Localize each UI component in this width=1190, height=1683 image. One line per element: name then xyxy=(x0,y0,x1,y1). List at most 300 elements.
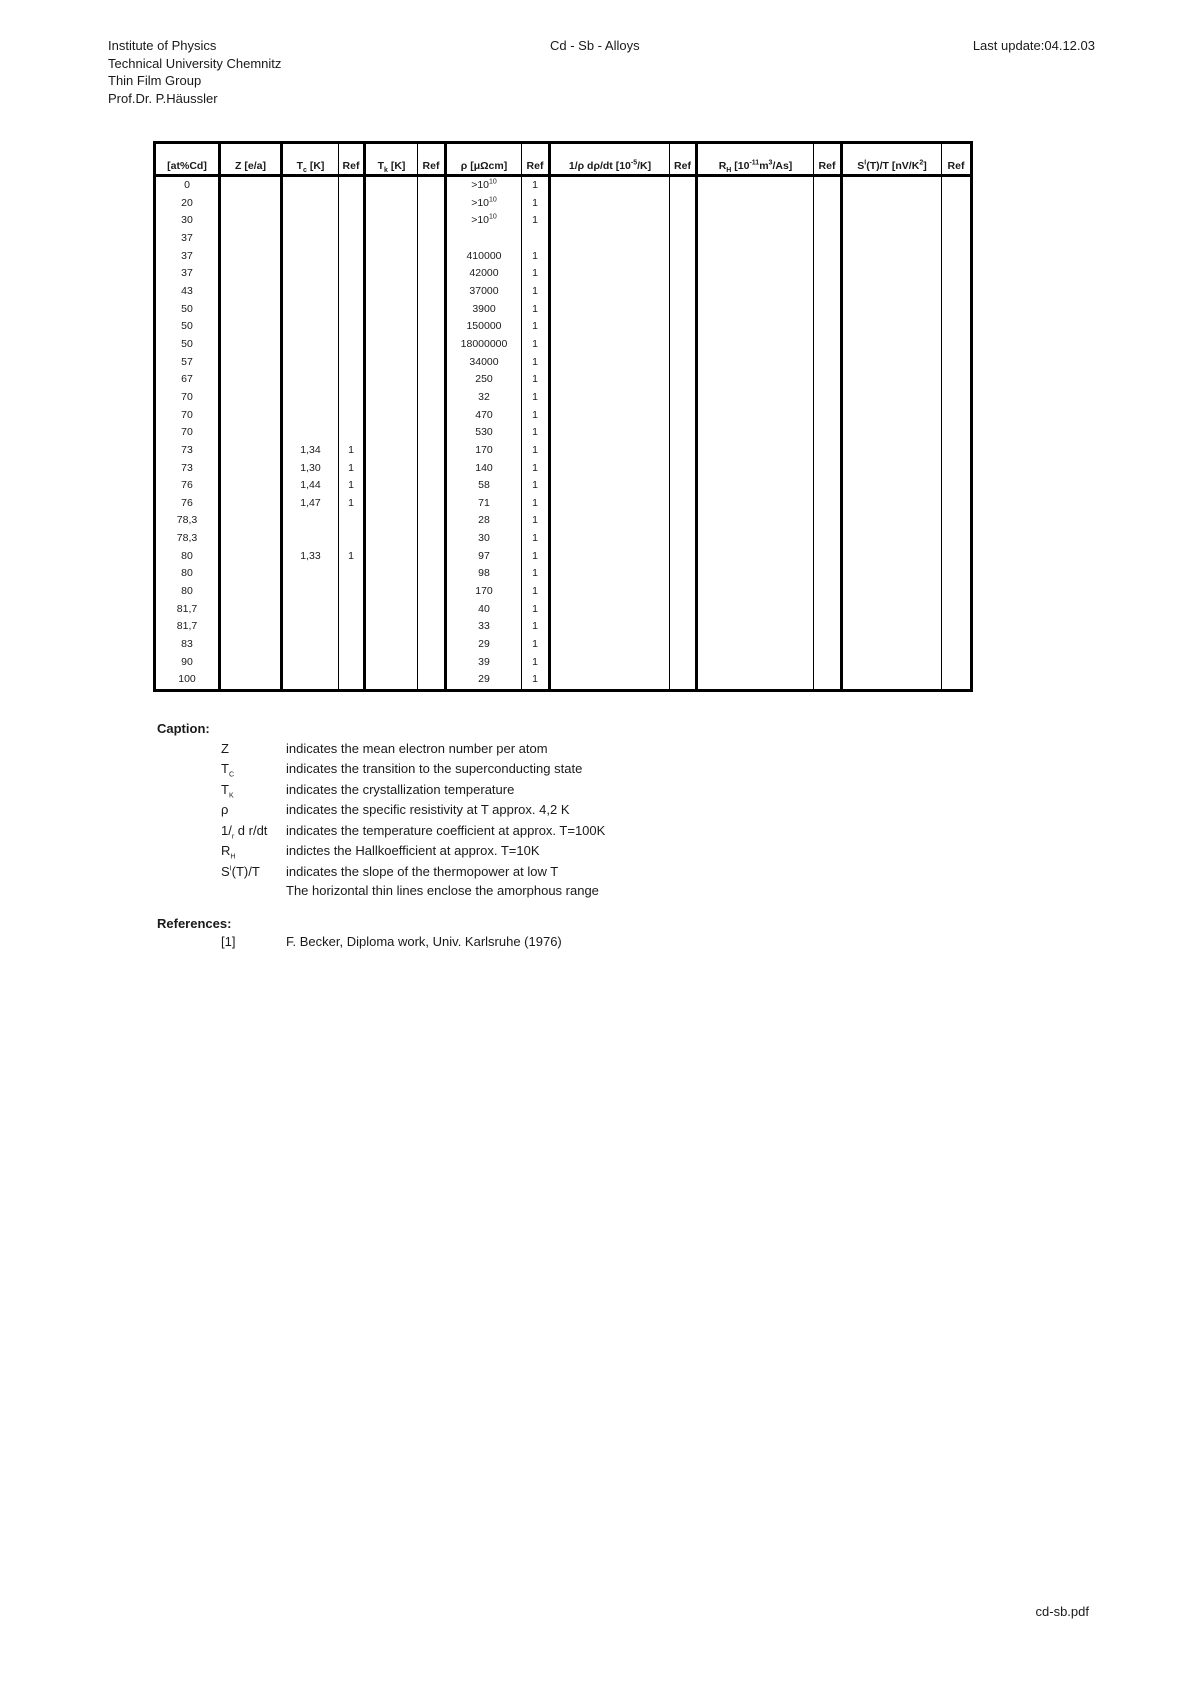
cell-empty xyxy=(842,424,942,442)
cell-empty xyxy=(814,460,842,478)
cell-empty xyxy=(842,336,942,354)
cell-empty xyxy=(670,336,697,354)
rho-value: 34000 xyxy=(469,355,499,368)
cell-empty xyxy=(365,283,418,301)
caption-description: indicates the slope of the thermopower at low T xyxy=(286,863,559,879)
cell-empty xyxy=(942,548,972,566)
rho-value: 98 xyxy=(478,567,490,580)
cell-empty xyxy=(670,424,697,442)
cell-empty xyxy=(418,176,446,195)
caption-description: indicates the mean electron number per atom xyxy=(286,740,548,756)
cell-empty xyxy=(842,565,942,583)
cell-empty xyxy=(365,407,418,425)
cell-empty xyxy=(365,389,418,407)
cell-empty xyxy=(670,583,697,601)
cell-empty xyxy=(697,636,814,654)
cell-rho xyxy=(446,265,522,283)
cell-empty xyxy=(550,654,670,672)
cell-tc xyxy=(282,512,339,530)
cell-empty xyxy=(670,477,697,495)
cell-empty xyxy=(365,530,418,548)
cell-empty xyxy=(842,460,942,478)
cell-empty xyxy=(550,424,670,442)
cell-tc xyxy=(282,195,339,213)
cell-empty xyxy=(814,230,842,248)
cell-rho-ref: 1 xyxy=(522,442,550,460)
cell-empty xyxy=(697,512,814,530)
cell-empty xyxy=(842,195,942,213)
cell-empty xyxy=(550,636,670,654)
caption-symbol-part: K xyxy=(228,792,234,800)
cell-empty xyxy=(418,371,446,389)
cell-empty xyxy=(418,265,446,283)
cell-empty xyxy=(814,195,842,213)
cell-empty xyxy=(418,248,446,266)
cell-empty xyxy=(697,176,814,195)
cell-empty xyxy=(550,176,670,195)
cell-empty xyxy=(697,283,814,301)
rho-exponent: 10 xyxy=(489,196,497,204)
cell-empty xyxy=(365,565,418,583)
cell-rho-ref: 1 xyxy=(522,671,550,690)
cell-empty xyxy=(842,248,942,266)
cell-tc xyxy=(282,671,339,690)
cell-tc xyxy=(282,212,339,230)
cell-composition: 50 xyxy=(155,318,220,336)
cell-empty xyxy=(842,601,942,619)
cell-empty xyxy=(814,583,842,601)
cell-empty xyxy=(697,671,814,690)
caption-symbol-part: S xyxy=(221,863,230,879)
cell-empty xyxy=(814,548,842,566)
col-rho: ρ [μΩcm] xyxy=(446,143,522,176)
cell-empty xyxy=(365,301,418,319)
cell-rho xyxy=(446,230,522,248)
cell-tc-ref: 1 xyxy=(339,548,365,566)
cell-empty xyxy=(550,548,670,566)
cell-tc xyxy=(282,354,339,372)
rho-value: 470 xyxy=(475,408,493,421)
cell-tc xyxy=(282,636,339,654)
cell-tc-ref xyxy=(339,583,365,601)
cell-empty xyxy=(942,636,972,654)
caption-description: indictes the Hallkoefficient at approx. T=10K xyxy=(286,843,540,859)
cell-empty xyxy=(942,424,972,442)
cell-empty xyxy=(842,389,942,407)
cell-empty xyxy=(365,248,418,266)
caption-list xyxy=(157,738,605,882)
cell-empty xyxy=(550,618,670,636)
cell-rho-ref: 1 xyxy=(522,389,550,407)
cell-tc-ref xyxy=(339,512,365,530)
cell-empty xyxy=(697,565,814,583)
caption-symbol-part: 1/ xyxy=(221,822,232,838)
cell-empty xyxy=(550,671,670,690)
cell-empty xyxy=(365,354,418,372)
rho-value: 71 xyxy=(478,496,490,509)
cell-rho xyxy=(446,318,522,336)
cell-rho-ref: 1 xyxy=(522,460,550,478)
col-tc: $T_c$ [K] xyxy=(282,143,339,176)
cell-empty xyxy=(942,477,972,495)
cell-empty xyxy=(842,265,942,283)
cell-empty xyxy=(942,512,972,530)
caption-symbol-part: Z xyxy=(221,740,229,756)
cell-empty xyxy=(220,283,282,301)
cell-tc: 1,44 xyxy=(282,477,339,495)
cell-empty xyxy=(220,601,282,619)
cell-empty xyxy=(550,371,670,389)
cell-empty xyxy=(697,407,814,425)
rho-value: 140 xyxy=(475,461,493,474)
cell-empty xyxy=(942,301,972,319)
cell-empty xyxy=(697,318,814,336)
cell-empty xyxy=(220,230,282,248)
cell-empty xyxy=(220,265,282,283)
cell-empty xyxy=(670,318,697,336)
cell-empty xyxy=(418,477,446,495)
caption-item xyxy=(157,820,605,841)
cell-tc-ref xyxy=(339,618,365,636)
cell-empty xyxy=(670,354,697,372)
cell-rho-ref: 1 xyxy=(522,301,550,319)
cell-composition: 70 xyxy=(155,407,220,425)
table-row xyxy=(155,565,972,583)
cell-empty xyxy=(550,407,670,425)
cell-empty xyxy=(550,512,670,530)
cell-empty xyxy=(942,230,972,248)
cell-empty xyxy=(697,248,814,266)
cell-empty xyxy=(697,442,814,460)
cell-tc-ref xyxy=(339,176,365,195)
references-title: References: xyxy=(157,916,232,931)
cell-empty xyxy=(365,424,418,442)
cell-tc-ref xyxy=(339,265,365,283)
cell-empty xyxy=(220,389,282,407)
cell-composition: 70 xyxy=(155,389,220,407)
cell-empty xyxy=(942,495,972,513)
cell-tc xyxy=(282,336,339,354)
cell-empty xyxy=(418,212,446,230)
cell-composition: 50 xyxy=(155,301,220,319)
cell-empty xyxy=(550,230,670,248)
table-row xyxy=(155,318,972,336)
caption-symbol-part: H xyxy=(230,853,236,861)
cell-tc-ref xyxy=(339,195,365,213)
caption-note: The horizontal thin lines enclose the amorphous range xyxy=(286,883,599,898)
institution-line: Institute of Physics xyxy=(108,38,217,53)
cell-empty xyxy=(670,654,697,672)
cell-tc-ref xyxy=(339,654,365,672)
cell-empty xyxy=(670,671,697,690)
caption-symbol-part: ρ xyxy=(221,802,229,818)
cell-empty xyxy=(418,618,446,636)
caption-symbol xyxy=(157,864,286,879)
cell-tc-ref xyxy=(339,671,365,690)
cell-empty xyxy=(842,230,942,248)
cell-tc xyxy=(282,601,339,619)
cell-tc: 1,34 xyxy=(282,442,339,460)
cell-empty xyxy=(418,512,446,530)
rho-value: 28 xyxy=(478,514,490,527)
caption-description: indicates the specific resistivity at T approx. 4,2 K xyxy=(286,802,570,818)
cell-rho xyxy=(446,548,522,566)
table-row xyxy=(155,583,972,601)
cell-empty xyxy=(842,442,942,460)
cell-empty xyxy=(418,407,446,425)
cell-rho-ref: 1 xyxy=(522,265,550,283)
caption-symbol-part: r xyxy=(231,833,235,841)
cell-empty xyxy=(942,336,972,354)
rho-exponent: 10 xyxy=(489,213,497,221)
cell-empty xyxy=(942,601,972,619)
cell-tc-ref xyxy=(339,530,365,548)
caption-section xyxy=(157,721,605,900)
cell-rho-ref: 1 xyxy=(522,336,550,354)
cell-composition: 76 xyxy=(155,495,220,513)
reference-text: F. Becker, Diploma work, Univ. Karlsruhe (1976) xyxy=(286,933,562,949)
cell-empty xyxy=(550,336,670,354)
col-ref: Ref xyxy=(814,143,842,176)
rho-value: 33 xyxy=(478,620,490,633)
cell-empty xyxy=(942,354,972,372)
cell-empty xyxy=(814,601,842,619)
rho-value: >10 xyxy=(471,179,489,191)
cell-rho-ref: 1 xyxy=(522,530,550,548)
caption-symbol xyxy=(157,741,286,756)
caption-description: indicates the temperature coefficient at approx. T=100K xyxy=(286,822,606,838)
cell-tc: 1,33 xyxy=(282,548,339,566)
cell-tc-ref xyxy=(339,601,365,619)
cell-tc xyxy=(282,318,339,336)
col-ref: Ref xyxy=(418,143,446,176)
caption-description: indicates the crystallization temperature xyxy=(286,781,515,797)
cell-empty xyxy=(814,495,842,513)
cell-composition: 81,7 xyxy=(155,618,220,636)
cell-empty xyxy=(670,618,697,636)
cell-empty xyxy=(670,176,697,195)
cell-empty xyxy=(942,318,972,336)
table-row xyxy=(155,354,972,372)
table-row xyxy=(155,176,972,195)
caption-symbol xyxy=(157,761,286,779)
references-section xyxy=(157,916,562,950)
cell-empty xyxy=(365,195,418,213)
cell-tc xyxy=(282,565,339,583)
cell-empty xyxy=(942,530,972,548)
cell-empty xyxy=(697,654,814,672)
col-z: Z [e/a] xyxy=(220,143,282,176)
cell-empty xyxy=(670,371,697,389)
table-row xyxy=(155,671,972,690)
cell-empty xyxy=(697,354,814,372)
cell-empty xyxy=(670,230,697,248)
cell-rho xyxy=(446,248,522,266)
col-tcr: 1/ρ dρ/dt $[10^{-5}/K]$ xyxy=(550,143,670,176)
cell-empty xyxy=(220,354,282,372)
cell-tc-ref xyxy=(339,212,365,230)
caption-symbol xyxy=(157,822,286,841)
cell-tc: 1,30 xyxy=(282,460,339,478)
cell-composition: 76 xyxy=(155,477,220,495)
cell-rho-ref: 1 xyxy=(522,371,550,389)
cell-tc xyxy=(282,424,339,442)
cell-empty xyxy=(550,301,670,319)
caption-symbol-part: (T)/T xyxy=(231,863,260,879)
cell-empty xyxy=(842,618,942,636)
file-name: cd-sb.pdf xyxy=(1035,1604,1089,1619)
cell-empty xyxy=(550,530,670,548)
rho-value: 250 xyxy=(475,373,493,386)
caption-item xyxy=(157,800,605,821)
cell-tc-ref xyxy=(339,248,365,266)
cell-rho-ref: 1 xyxy=(522,424,550,442)
cell-empty xyxy=(418,336,446,354)
last-update: Last update:04.12.03 xyxy=(972,38,1095,53)
reference-number: [1] xyxy=(221,933,236,949)
cell-empty xyxy=(942,583,972,601)
col-ref: Ref xyxy=(670,143,697,176)
cell-empty xyxy=(670,636,697,654)
cell-composition: 50 xyxy=(155,336,220,354)
cell-tc xyxy=(282,176,339,195)
cell-empty xyxy=(550,212,670,230)
cell-empty xyxy=(697,618,814,636)
cell-rho xyxy=(446,442,522,460)
cell-empty xyxy=(670,407,697,425)
cell-empty xyxy=(670,442,697,460)
cell-empty xyxy=(697,477,814,495)
cell-empty xyxy=(365,548,418,566)
cell-empty xyxy=(365,671,418,690)
cell-empty xyxy=(365,618,418,636)
cell-empty xyxy=(550,389,670,407)
cell-empty xyxy=(550,495,670,513)
table-row xyxy=(155,301,972,319)
table-row xyxy=(155,654,972,672)
cell-empty xyxy=(220,565,282,583)
cell-empty xyxy=(365,371,418,389)
cell-empty xyxy=(220,176,282,195)
cell-empty xyxy=(550,442,670,460)
cell-tc xyxy=(282,265,339,283)
table-body xyxy=(155,176,972,691)
cell-empty xyxy=(697,336,814,354)
cell-empty xyxy=(220,618,282,636)
cell-empty xyxy=(814,371,842,389)
table-row xyxy=(155,212,972,230)
col-tk: $T_k$ [K] xyxy=(365,143,418,176)
rho-exponent: 10 xyxy=(489,178,497,186)
cell-empty xyxy=(942,654,972,672)
cell-composition: 57 xyxy=(155,354,220,372)
cell-rho xyxy=(446,565,522,583)
cell-empty xyxy=(670,530,697,548)
cell-empty xyxy=(365,212,418,230)
rho-value: 58 xyxy=(478,479,490,492)
table-row xyxy=(155,248,972,266)
cell-tc-ref: 1 xyxy=(339,495,365,513)
cell-composition: 73 xyxy=(155,442,220,460)
cell-empty xyxy=(842,176,942,195)
cell-composition: 78,3 xyxy=(155,512,220,530)
cell-empty xyxy=(842,301,942,319)
cell-empty xyxy=(670,548,697,566)
cell-empty xyxy=(365,442,418,460)
cell-composition: 0 xyxy=(155,176,220,195)
col-ref: Ref xyxy=(942,143,972,176)
institution-line: Thin Film Group xyxy=(108,73,202,88)
cell-empty xyxy=(365,601,418,619)
cell-empty xyxy=(942,283,972,301)
caption-symbol-part: T xyxy=(221,781,229,797)
cell-empty xyxy=(842,583,942,601)
cell-empty xyxy=(418,654,446,672)
cell-empty xyxy=(220,212,282,230)
table-row xyxy=(155,636,972,654)
cell-rho-ref: 1 xyxy=(522,654,550,672)
institution-line: Prof.Dr. P.Häussler xyxy=(108,90,218,106)
cell-empty xyxy=(670,512,697,530)
cell-empty xyxy=(814,301,842,319)
table-row xyxy=(155,283,972,301)
cell-empty xyxy=(814,618,842,636)
cell-rho xyxy=(446,601,522,619)
cell-tc-ref xyxy=(339,318,365,336)
rho-value: >10 xyxy=(471,214,489,227)
cell-empty xyxy=(365,176,418,195)
cell-tc-ref xyxy=(339,283,365,301)
cell-empty xyxy=(814,354,842,372)
cell-empty xyxy=(220,530,282,548)
cell-empty xyxy=(697,424,814,442)
rho-value: 97 xyxy=(478,549,490,562)
cell-empty xyxy=(550,583,670,601)
cell-empty xyxy=(697,195,814,213)
cell-empty xyxy=(418,424,446,442)
cell-composition: 43 xyxy=(155,283,220,301)
cell-tc: 1,47 xyxy=(282,495,339,513)
cell-empty xyxy=(697,530,814,548)
cell-empty xyxy=(418,354,446,372)
cell-empty xyxy=(418,283,446,301)
cell-empty xyxy=(670,301,697,319)
cell-empty xyxy=(942,618,972,636)
cell-tc-ref xyxy=(339,389,365,407)
cell-rho xyxy=(446,407,522,425)
cell-rho xyxy=(446,212,522,230)
rho-value: 170 xyxy=(475,443,493,456)
cell-empty xyxy=(842,512,942,530)
table-row xyxy=(155,477,972,495)
cell-empty xyxy=(814,176,842,195)
cell-empty xyxy=(697,301,814,319)
cell-empty xyxy=(697,371,814,389)
institution-block xyxy=(108,37,281,107)
cell-empty xyxy=(942,565,972,583)
cell-tc xyxy=(282,407,339,425)
cell-empty xyxy=(697,212,814,230)
cell-composition: 37 xyxy=(155,248,220,266)
cell-empty xyxy=(550,195,670,213)
cell-tc xyxy=(282,230,339,248)
cell-empty xyxy=(220,407,282,425)
cell-tc xyxy=(282,530,339,548)
cell-empty xyxy=(814,407,842,425)
cell-rho-ref: 1 xyxy=(522,283,550,301)
cell-empty xyxy=(418,230,446,248)
cell-empty xyxy=(220,636,282,654)
